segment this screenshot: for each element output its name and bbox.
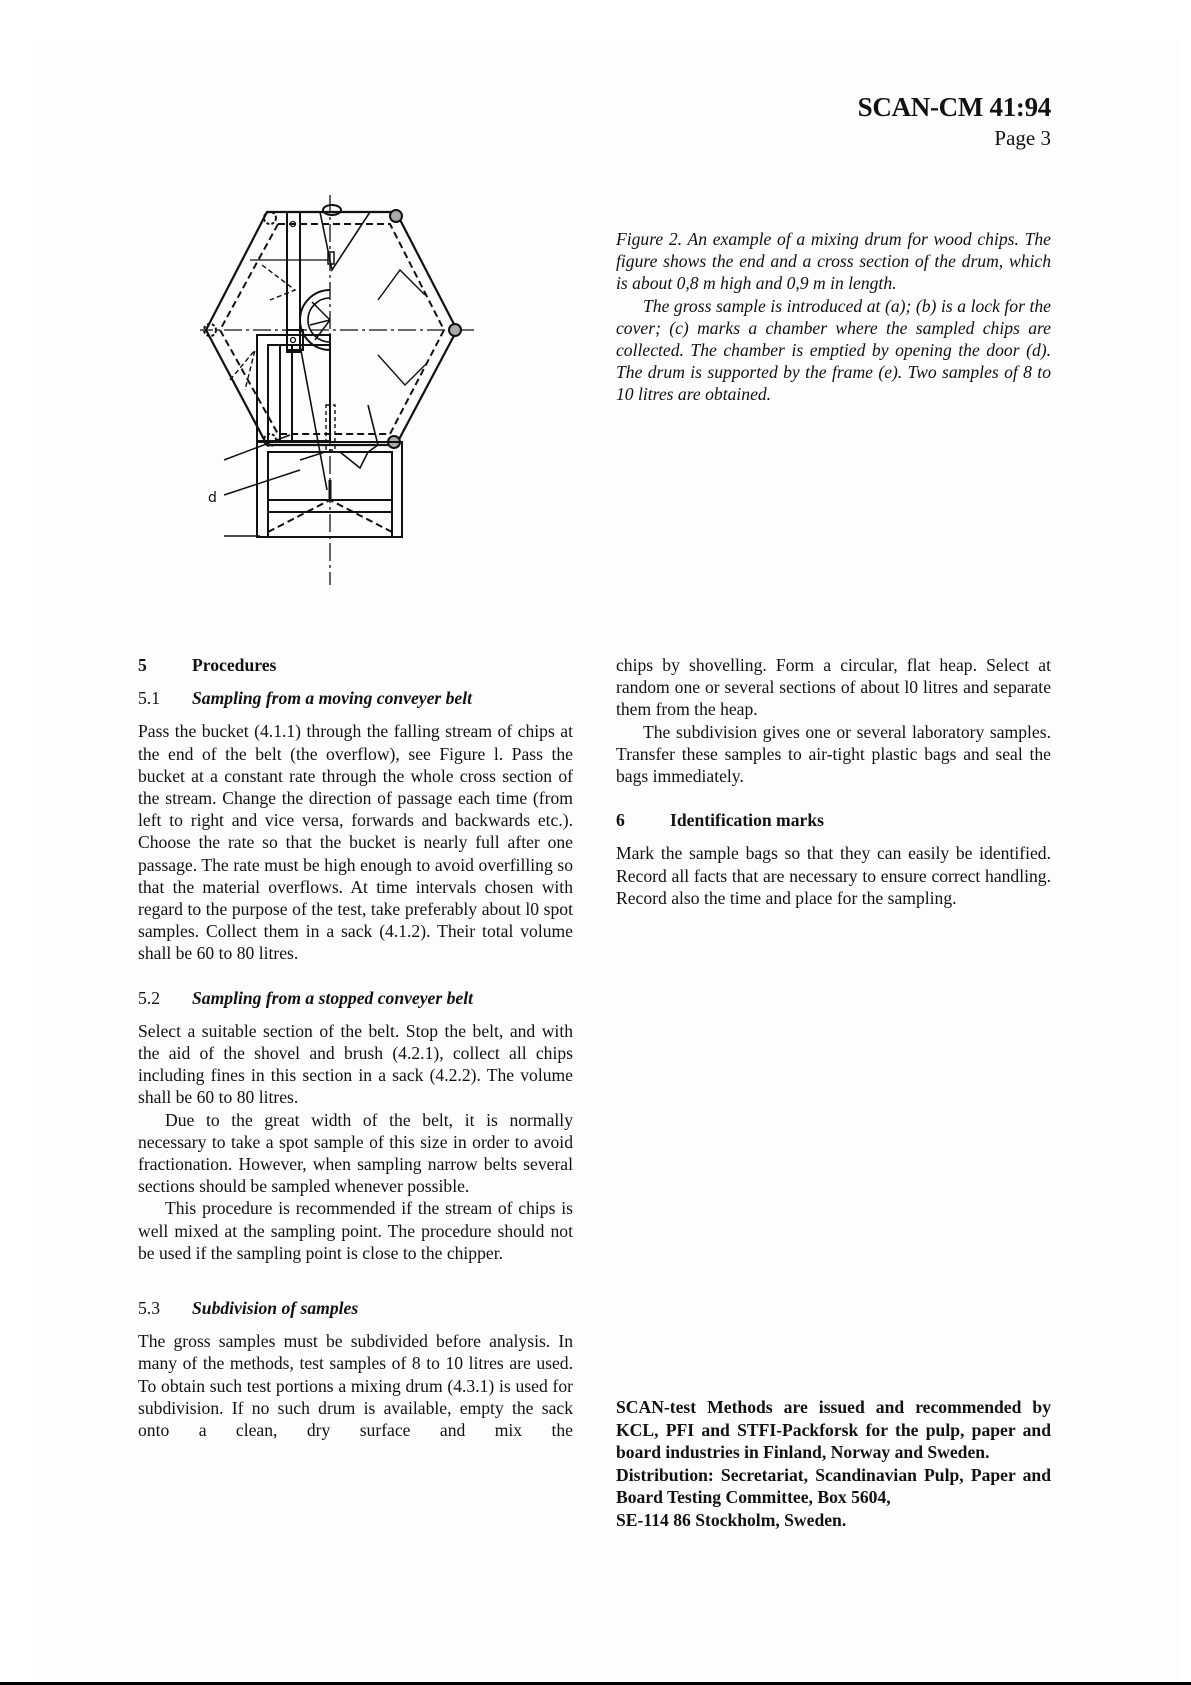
paragraph: The gross samples must be subdivided before analysis. In many of the methods, test samples of 8 to 10 litres are used. To obtain such test portions a mixing drum (4.3.1) is used for subdivision. If no such drum is available, empty the sack onto a clean, dry surface and mix the [138, 1331, 573, 1441]
section-title: Identification marks [670, 810, 824, 831]
publisher-note-line: SCAN-test Methods are issued and recommended by KCL, PFI and STFI-Packforsk for the pulp, paper and board industries in Finland, Norway and Sweden. [616, 1397, 1051, 1463]
figure-caption [616, 228, 1051, 406]
drum-hexagon-inner [220, 224, 444, 434]
drum-hexagon-outer [206, 212, 457, 445]
section-number: 6 [616, 810, 625, 831]
mixing-drum-drawing [200, 190, 520, 590]
bolt-top-right [390, 210, 402, 222]
paragraph: Mark the sample bags so that they can easily be identified. Record all facts that are necessary to ensure correct handling. Record also the time and place for the sampling. [616, 843, 1051, 908]
paragraph: Pass the bucket (4.1.1) through the falling stream of chips at the end of the belt (the overflow), see Figure l. Pass the bucket at a constant rate through the whole cross section of the stream. Change the direction of passage each time (from left to right and vice versa, forwards and backwards etc.). Choose the rate so that the bucket is nearly full after one passage. The rate must be high enough to avoid overfilling so that the material overflows. At time intervals chosen with regard to the purpose of the test, take preferably about l0 spot samples. Collect them in a sack (4.1.2). Their total volume shall be 60 to 80 litres. [138, 721, 573, 964]
caption-paragraph: Figure 2. An example of a mixing drum for wood chips. The figure shows the end and a cross section of the drum, which is about 0,8 m high and 0,9 m in length. [616, 229, 1051, 294]
paragraph: Due to the great width of the belt, it is normally necessary to take a spot sample of this size in order to avoid fractionation. However, when sampling narrow belts several sections should be sampled whenever possible. [138, 1109, 573, 1197]
paragraph: chips by shovelling. Form a circular, flat heap. Select at random one or several sections of about l0 litres and separate them from the heap. [616, 655, 1051, 720]
section-title: Procedures [192, 655, 277, 675]
section-heading-6 [616, 809, 1051, 831]
publisher-note-line: SE-114 86 Stockholm, Sweden. [616, 1509, 847, 1530]
section-number: 5.1 [138, 688, 160, 709]
paragraph: Select a suitable section of the belt. Stop the belt, and with the aid of the shovel and brush (4.2.1), collect all chips including fines in this section in a sack (4.2.2). The volume shall be 60 to 80 litres. [138, 1020, 573, 1108]
bolt-right [449, 324, 461, 336]
document-id: SCAN-CM 41:94 [857, 92, 1051, 122]
section-heading-5 [138, 654, 573, 676]
page-number: Page 3 [994, 126, 1051, 150]
label-d: d [208, 490, 217, 506]
section-heading-5-3 [138, 1297, 573, 1319]
section-title: Sampling from a moving conveyer belt [192, 688, 473, 709]
section-number: 5.3 [138, 1298, 160, 1319]
section-number: 5.2 [138, 987, 160, 1008]
right-column [616, 654, 1051, 909]
section-title: Sampling from a stopped conveyer belt [192, 987, 473, 1008]
left-column [138, 654, 573, 1441]
caption-paragraph: The gross sample is introduced at (a); (b) is a lock for the cover; (c) marks a chamber where the sampled chips are collected. The chamber is emptied by opening the door (d). The drum is supported by the frame (e). Two samples of 8 to 10 litres are obtained. [616, 295, 1051, 405]
paragraph: This procedure is recommended if the stream of chips is well mixed at the sampling point. The procedure should not be used if the sampling point is close to the chipper. [138, 1198, 573, 1263]
section-heading-5-2 [138, 987, 573, 1009]
publisher-note-line: Distribution: Secretariat, Scandinavian Pulp, Paper and Board Testing Committee, Box 5604, [616, 1464, 1051, 1508]
section-heading-5-1 [138, 687, 573, 709]
mixing-drum-figure [200, 190, 520, 590]
section-number: 5 [138, 655, 147, 675]
publisher-note [616, 1396, 1051, 1532]
section-title: Subdivision of samples [192, 1298, 359, 1319]
paragraph: The subdivision gives one or several laboratory samples. Transfer these samples to air-tight plastic bags and seal the bags immediately. [616, 721, 1051, 787]
bolt-top-left [264, 212, 276, 224]
